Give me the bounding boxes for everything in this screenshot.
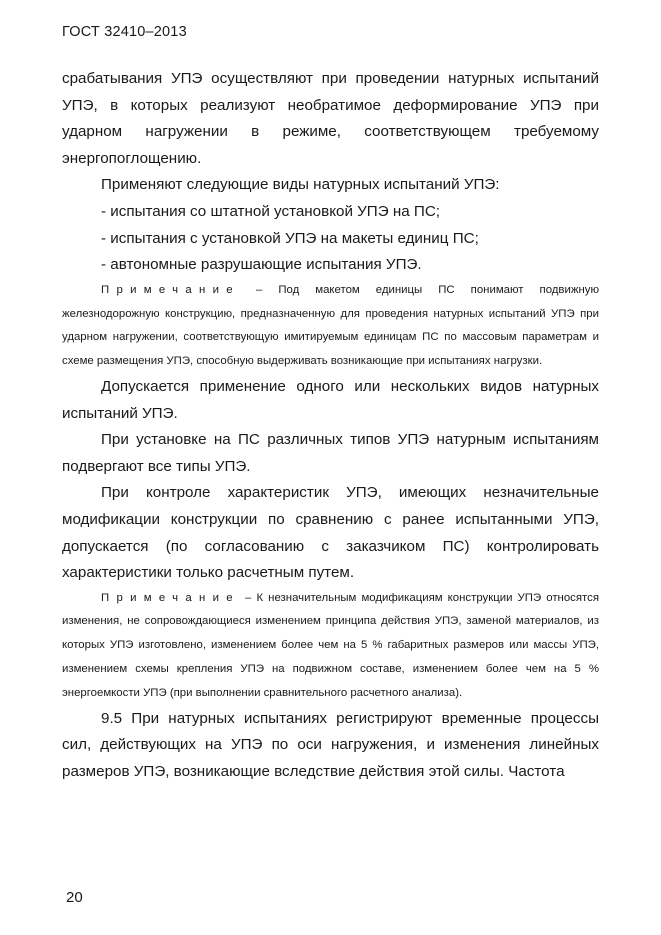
note [62,587,599,706]
list-item: - испытания со штатной установкой УПЭ на ПС; [101,202,441,220]
note-text: – Под макетом единицы ПС понимают подвижную железнодорожную конструкцию, предназначенную для проведения натурных испытаний УПЭ при ударном нагружении, соответствующую имитируемым единицам ПС по массовым параметрам и схеме размещения УПЭ, способную выдерживать возникающие при испытаниях нагрузки. [62,283,599,368]
page-number: 20 [66,889,83,906]
note [62,279,599,374]
page-body [62,66,599,785]
note-label: Примечание [101,283,240,296]
list-item: - испытания с установкой УПЭ на макеты единиц ПС; [101,229,479,247]
paragraph: 9.5 При натурных испытаниях регистрируют временные процессы сил, действующих на УПЭ по оси нагружения, и изменения линейных размеров УПЭ, возникающие вследствие действия этой силы. Частота [62,709,599,780]
paragraph: При установке на ПС различных типов УПЭ натурным испытаниям подвергают все типы УПЭ. [62,431,599,475]
document-header: ГОСТ 32410–2013 [62,24,187,40]
note-label: Примечание [101,591,240,604]
paragraph: срабатывания УПЭ осуществляют при проведении натурных испытаний УПЭ, в которых реализуют необратимое деформирование УПЭ при ударном нагружении в режиме, соответствующем требуемому энергопоглощению. [62,70,599,167]
paragraph: При контроле характеристик УПЭ, имеющих незначительные модификации конструкции по сравнению с ранее испытанными УПЭ, допускается (по согласованию с заказчиком ПС) контролировать характеристики только расчетным путем. [62,484,599,582]
note-text: – К незначительным модификациям конструкции УПЭ относятся изменения, не сопровождающиеся изменением принципа действия УПЭ, заменой материалов, из которых УПЭ изготовлено, изменением более чем на 5 % габаритных размеров или массы УПЭ, изменением схемы крепления УПЭ на подвижном составе, изменением более чем на 5 % энергоемкости УПЭ (при выполнении сравнительного расчетного анализа). [62,591,599,699]
paragraph: Допускается применение одного или нескольких видов натурных испытаний УПЭ. [62,377,599,422]
list-item: - автономные разрушающие испытания УПЭ. [101,256,422,274]
paragraph: Применяют следующие виды натурных испытаний УПЭ: [101,176,500,194]
